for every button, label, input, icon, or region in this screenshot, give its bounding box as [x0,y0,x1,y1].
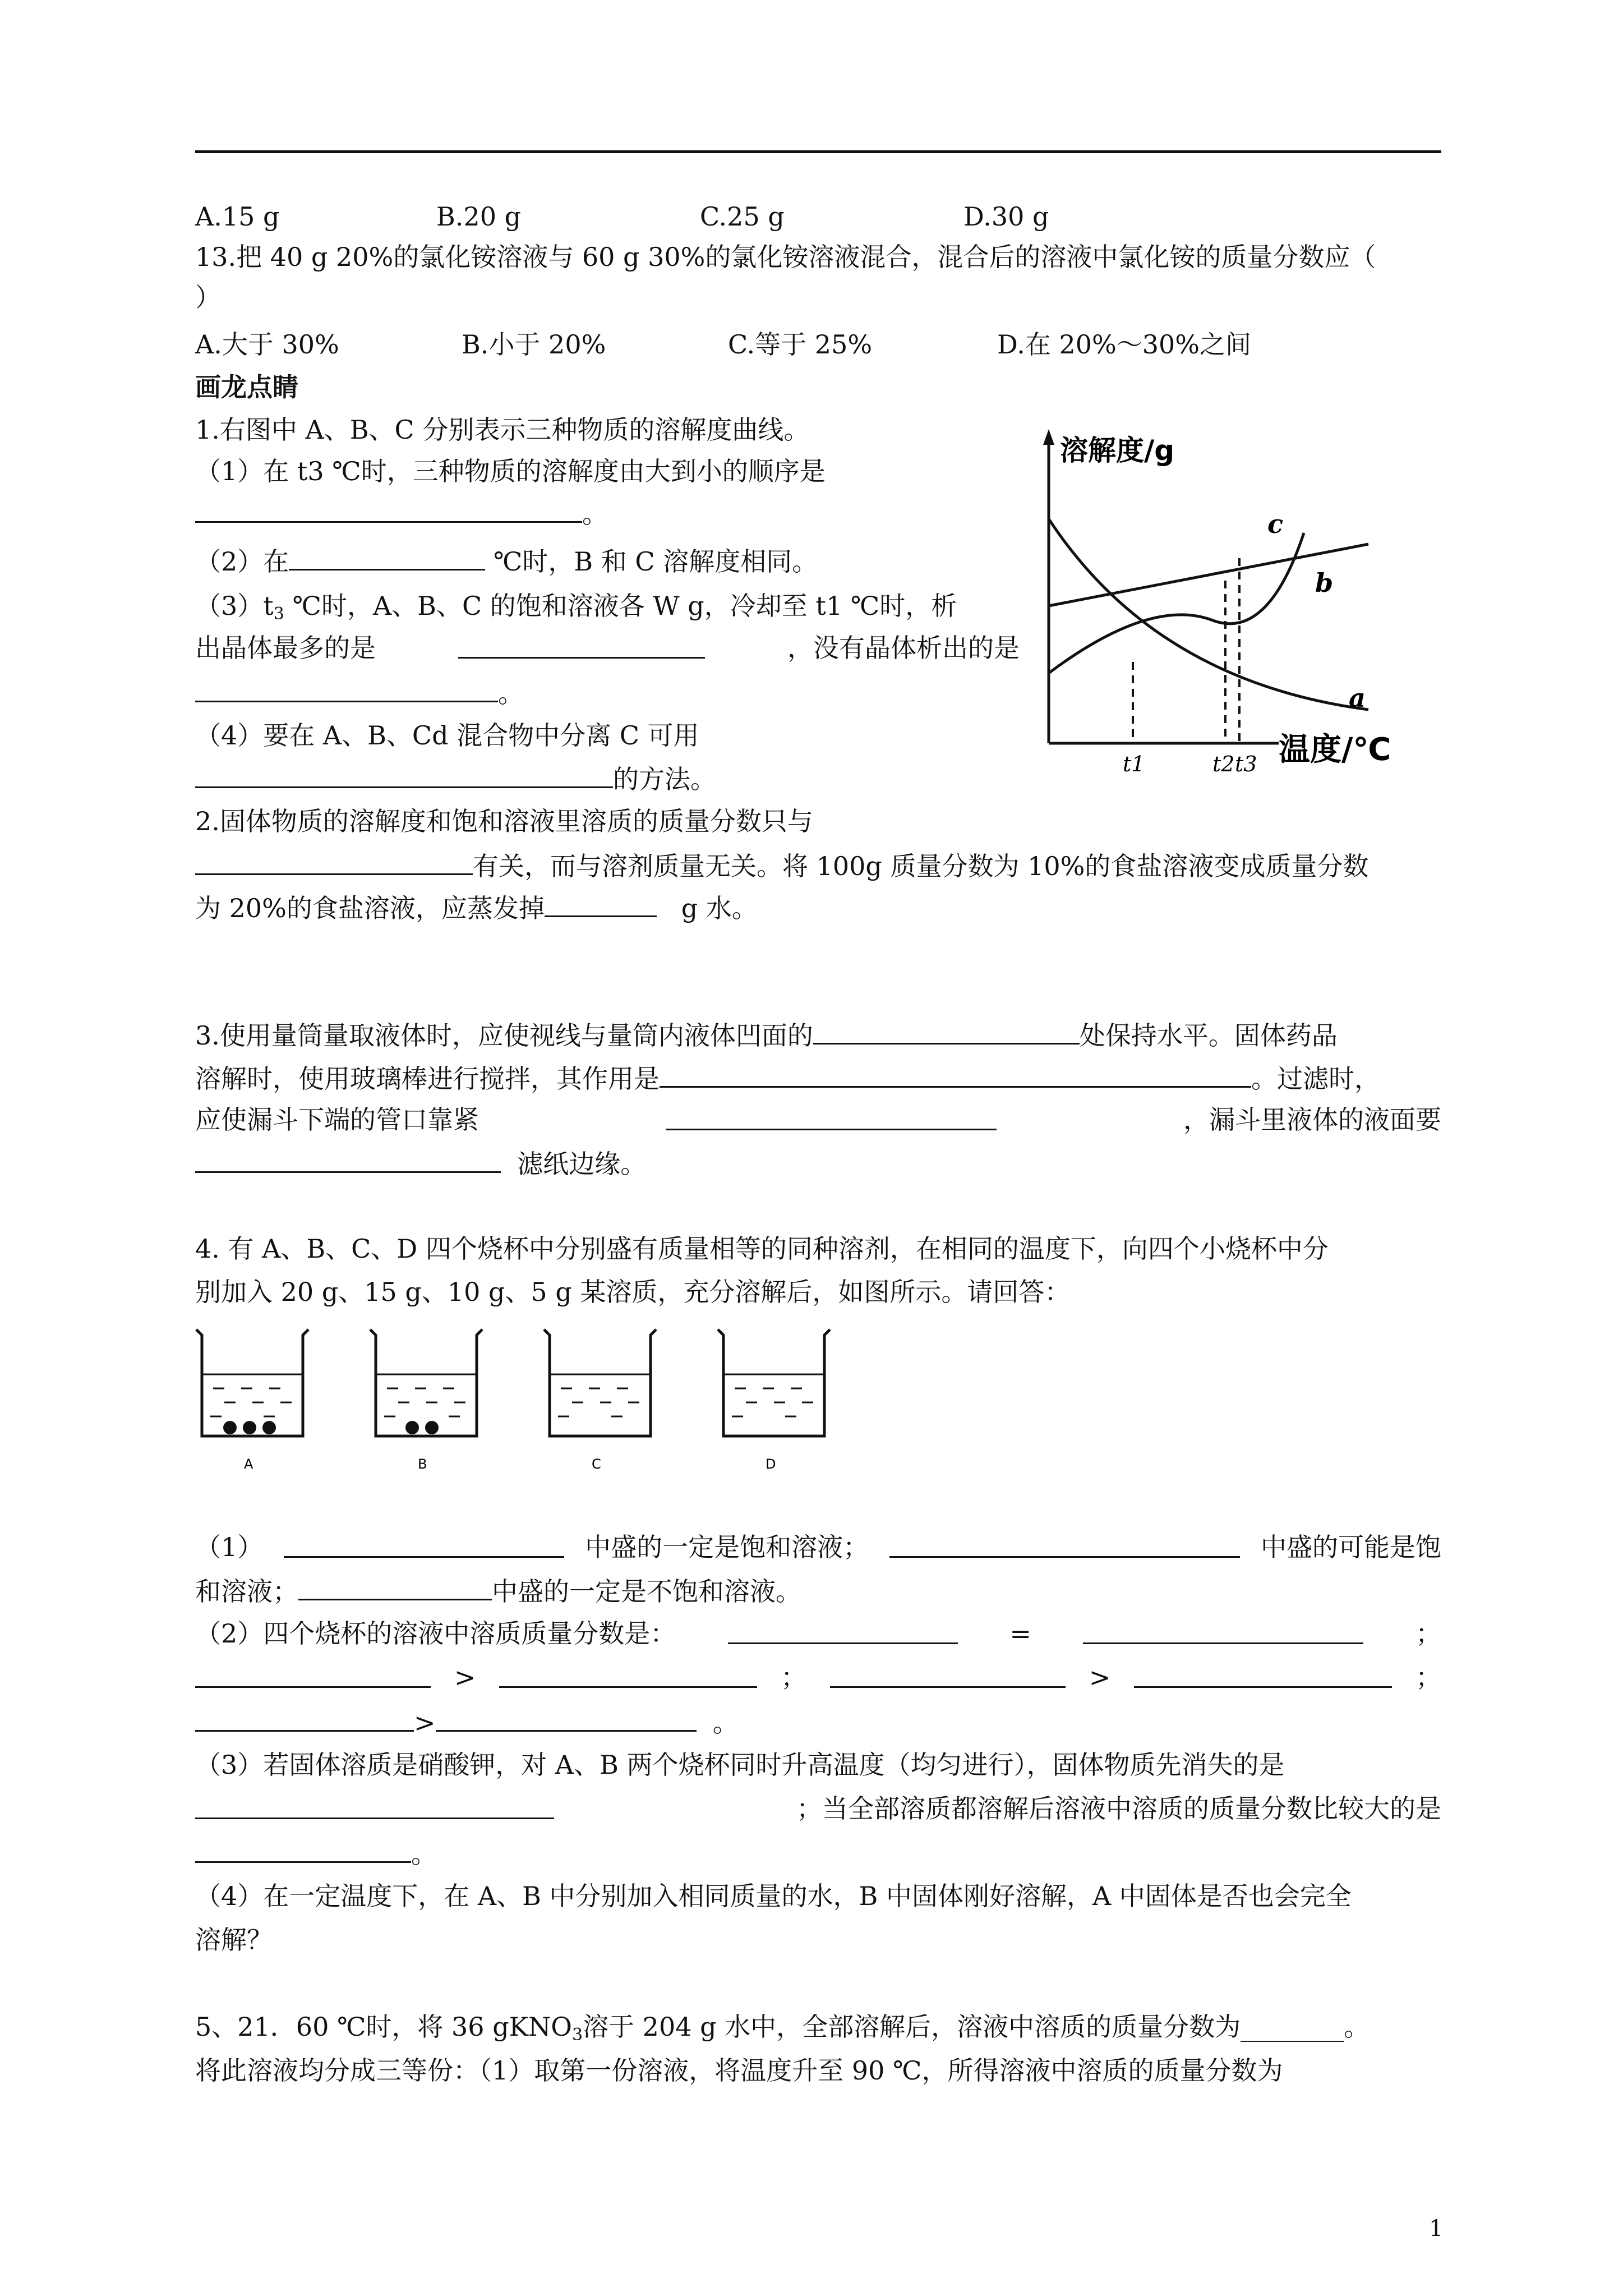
q13-option-d: D.在 20%～30%之间 [997,329,1251,360]
curve-label-b: b [1315,568,1334,598]
q13-option-b: B.小于 20% [462,329,606,360]
p4-s3-line2: ；当全部溶质都溶解后溶液中溶质的质量分数比较大的是 [195,1793,1441,1824]
curve-a [1049,519,1368,710]
answer-blank[interactable] [660,1061,1251,1088]
p1-s4-line2: 的方法。 [195,762,716,795]
p2-line2: 有关，而与溶剂质量无关。将 100g 质量分数为 10%的食盐溶液变成质量分数 [195,849,1368,882]
page-number: 1 [1429,2216,1444,2242]
beaker-label-b: B [418,1456,427,1472]
header-rule [195,150,1441,153]
tick-t3: t3 [1235,752,1257,776]
p4-line2: 别加入 20 g、15 g、10 g、5 g 某溶质，充分溶解后，如图所示。请回答： [195,1277,1071,1307]
q12-option-d: D.30 g [963,201,1049,232]
p4-s4-line2: 溶解？ [195,1925,273,1955]
beaker-label-a: A [244,1456,253,1472]
answer-blank[interactable] [436,1705,697,1732]
beaker-b [370,1329,482,1472]
y-axis-label: 溶解度/g [1060,434,1175,467]
answer-blank[interactable] [284,1531,564,1558]
p5-line1: 5、21．60 ℃时，将 36 gKNO$_3$溶于 204 g 水中，全部溶解后，溶液中溶质的质量分数为________。 [195,2012,1370,2045]
p1-s3: $(3)t_3$ ℃时，A、B、C 的饱和溶液各 W g，冷却至 t1 ℃时，析 [195,591,957,624]
p1-s3-line2: 出晶体最多的是 ，没有晶体析出的是 [195,633,1020,663]
answer-blank[interactable] [1083,1618,1363,1644]
answer-blank[interactable] [813,1018,1080,1045]
answer-blank[interactable] [195,1147,501,1173]
answer-blank[interactable] [499,1662,757,1688]
answer-blank[interactable] [830,1662,1066,1688]
beaker-label-d: D [766,1456,776,1472]
p4-s3: （3）若固体溶质是硝酸钾，对 A、B 两个烧杯同时升高温度（均匀进行），固体物质先消失的是 [195,1750,1285,1780]
p4-line1: 4. 有 A、B、C、D 四个烧杯中分别盛有质量相等的同种溶剂，在相同的温度下，向四个小烧杯中分 [195,1234,1329,1264]
answer-blank[interactable] [195,762,613,788]
q13-stem-line2: ） [195,282,221,312]
beaker-c [544,1329,656,1472]
section-title: 画龙点睛 [195,372,298,402]
p4-s1: （1） 中盛的一定是饱和溶液； 中盛的可能是饱 [195,1532,1441,1562]
solubility-graph [1026,418,1419,783]
answer-blank[interactable] [666,1104,997,1130]
q13-option-c: C.等于 25% [728,329,873,360]
answer-blank[interactable] [728,1618,958,1644]
answer-blank[interactable] [195,1793,554,1819]
answer-blank[interactable] [195,849,473,875]
answer-blank[interactable] [1134,1662,1392,1688]
curve-c [1049,533,1304,673]
answer-blank[interactable] [545,891,657,917]
p1-s4: （4）要在 A、B、Cd 混合物中分离 C 可用 [195,720,699,751]
q13-stem-line1: 13.把 40 g 20%的氯化铵溶液与 60 g 30%的氯化铵溶液混合，混合后的溶液中氯化铵的质量分数应（ [195,242,1376,272]
p3-line2: 溶解时，使用玻璃棒进行搅拌，其作用是 。过滤时， [195,1061,1380,1094]
p1-s2: （2）在 ℃时，B 和 C 溶解度相同。 [195,544,818,577]
q13-option-a: A.大于 30% [195,329,339,360]
p1-s1: （1）在 t3 ℃时，三种物质的溶解度由大到小的顺序是 [195,456,826,486]
p1-s3-line3: 。 [195,676,524,709]
beaker-d [718,1329,830,1472]
q12-option-c: C.25 g [700,201,785,232]
p3-line1: 3.使用量筒量取液体时，应使视线与量筒内液体凹面的 处保持水平。固体药品 [195,1018,1338,1051]
y-axis-arrow [1043,429,1054,445]
answer-blank[interactable] [195,1662,431,1688]
answer-blank[interactable] [195,676,498,702]
p3-line4: 滤纸边缘。 [195,1147,646,1180]
answer-blank[interactable] [195,1837,411,1863]
answer-blank[interactable] [298,1574,492,1600]
answer-blank[interactable] [195,496,582,523]
curve-label-a: a [1349,683,1366,713]
q12-options [195,201,1049,232]
p4-s2-line2: > ； > ； [195,1662,1441,1693]
p2-line1: 2.固体物质的溶解度和饱和溶液里溶质的质量分数只与 [195,806,813,836]
p1-intro: 1.右图中 A、B、C 分别表示三种物质的溶解度曲线。 [195,415,810,445]
tick-t1: t1 [1123,752,1145,776]
beakers-figure [191,1324,852,1475]
beaker-label-c: C [592,1456,601,1472]
p4-s4: （4）在一定温度下，在 A、B 中分别加入相同质量的水，B 中固体刚好溶解，A 中固体是否也会完全 [195,1881,1352,1911]
answer-blank[interactable] [195,1705,414,1732]
curve-label-c: c [1267,509,1284,539]
p4-s2-line3: > 。 [195,1705,739,1738]
p2-line3: 为 20%的食盐溶液，应蒸发掉 g 水。 [195,891,758,924]
beaker-a [196,1329,308,1472]
answer-blank[interactable] [289,544,485,570]
x-axis-label: 温度/℃ [1279,731,1391,768]
q12-option-a: A.15 g [195,201,280,232]
p4-s3-line3: 。 [195,1837,437,1870]
p4-s1-line2: 和溶液； 中盛的一定是不饱和溶液。 [195,1574,801,1607]
p3-line3: 应使漏斗下端的管口靠紧 ，漏斗里液体的液面要 [195,1105,1441,1135]
p5-line2: 将此溶液均分成三等份：（1）取第一份溶液，将温度升至 90 ℃，所得溶液中溶质的质量分数为 [195,2055,1283,2086]
p4-s2: （2）四个烧杯的溶液中溶质质量分数是： = ； [195,1618,1441,1649]
answer-blank[interactable] [458,632,705,659]
answer-blank[interactable] [889,1531,1240,1558]
tick-t2: t2 [1212,752,1235,776]
q12-option-b: B.20 g [436,201,522,232]
q13-options [195,329,1251,360]
p1-s1-answer: 。 [195,496,608,530]
